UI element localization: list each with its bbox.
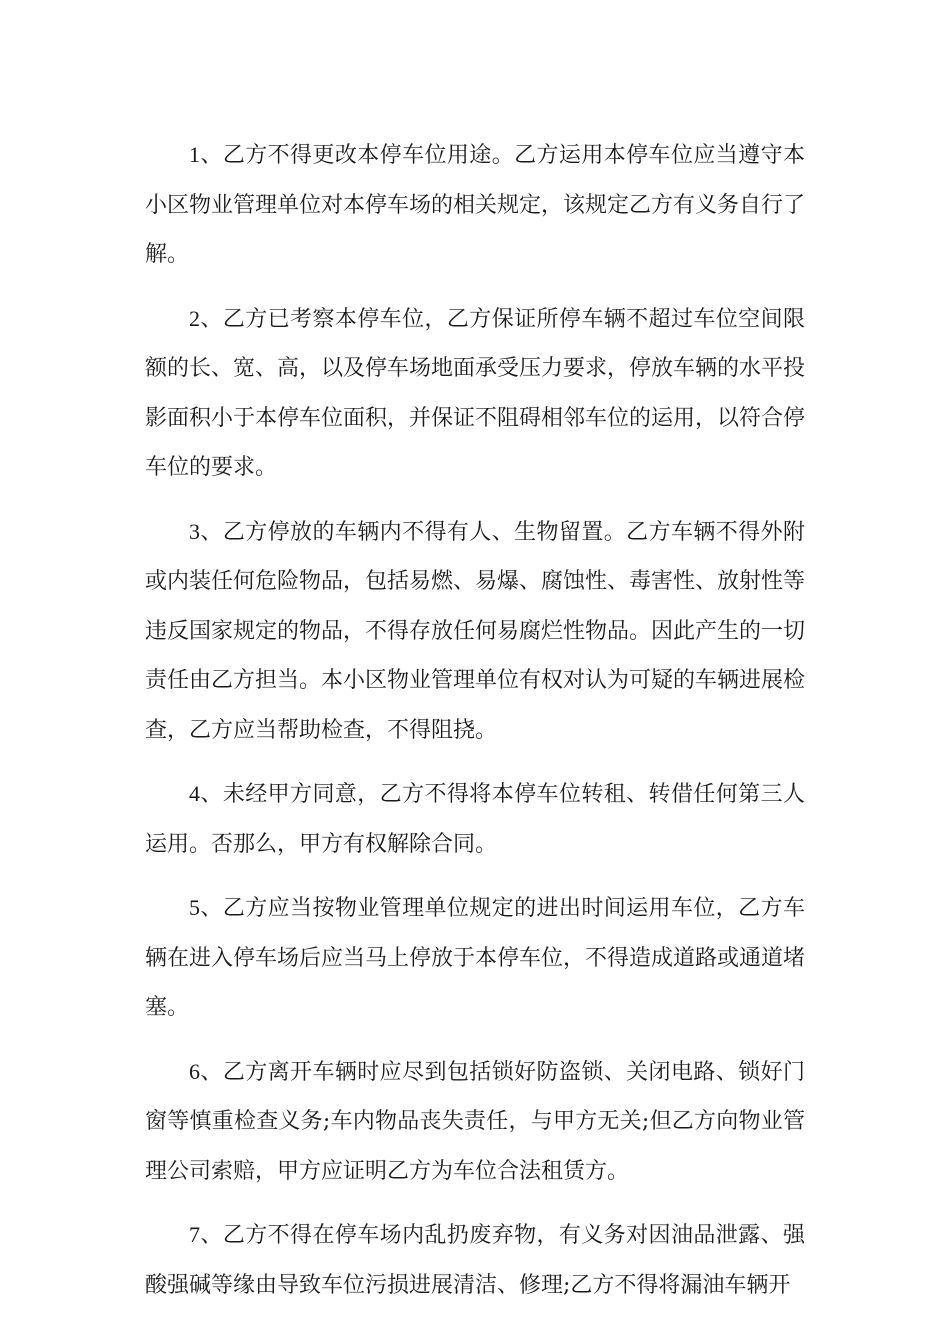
clause-number: 3 xyxy=(189,518,200,544)
clause-text: 、未经甲方同意，乙方不得将本停车位转租、转借任何第三人运用。否那么，甲方有权解除合同。 xyxy=(145,782,805,857)
clause-2 xyxy=(145,294,805,493)
clause-number: 7 xyxy=(189,1222,200,1247)
clause-4 xyxy=(145,769,805,869)
clause-5 xyxy=(145,883,805,1033)
clause-text: 、乙方应当按物业管理单位规定的进出时间运用车位，乙方车辆在进入停车场后应当马上停放于本停车位，不得造成道路或通道堵塞。 xyxy=(145,896,806,1020)
clause-number: 6 xyxy=(189,1058,200,1084)
clause-text: 、乙方不得在停车场内乱扔废弃物，有义务对因油品泄露、强酸强碱等缘由导致车位污损进展清洁、修理;乙方不得将漏油车辆开 xyxy=(145,1223,805,1298)
clause-text: 、乙方不得更改本停车位用途。乙方运用本停车位应当遵守本小区物业管理单位对本停车场的相关规定，该规定乙方有义务自行了解。 xyxy=(145,143,806,267)
clause-text: 、乙方离开车辆时应尽到包括锁好防盗锁、关闭电路、锁好门窗等慎重检查义务;车内物品丧失责任，与甲方无关;但乙方向物业管理公司索赔，甲方应证明乙方为车位合法租赁方。 xyxy=(145,1059,805,1184)
clause-text: 、乙方已考察本停车位，乙方保证所停车辆不超过车位空间限额的长、宽、高，以及停车场地面承受压力要求，停放车辆的水平投影面积小于本停车位面积，并保证不阻碍相邻车位的运用，以符合停车位的要求。 xyxy=(145,306,806,480)
clause-number: 1 xyxy=(189,142,200,167)
clause-number: 5 xyxy=(189,895,200,920)
clause-text: 、乙方停放的车辆内不得有人、生物留置。乙方车辆不得外附或内装任何危险物品，包括易燃、易爆、腐蚀性、毒害性、放射性等违反国家规定的物品，不得存放任何易腐烂性物品。因此产生的一切责任由乙方担当。本小区物业管理单位有权对认为可疑的车辆进展检查，乙方应当帮助检查，不得阻挠。 xyxy=(145,519,806,743)
document-body xyxy=(145,130,805,1324)
clause-number: 4 xyxy=(189,781,200,806)
clause-3 xyxy=(145,507,805,756)
clause-number: 2 xyxy=(189,305,200,331)
clause-7 xyxy=(145,1210,805,1310)
clause-6 xyxy=(145,1047,805,1197)
clause-1 xyxy=(145,130,805,280)
